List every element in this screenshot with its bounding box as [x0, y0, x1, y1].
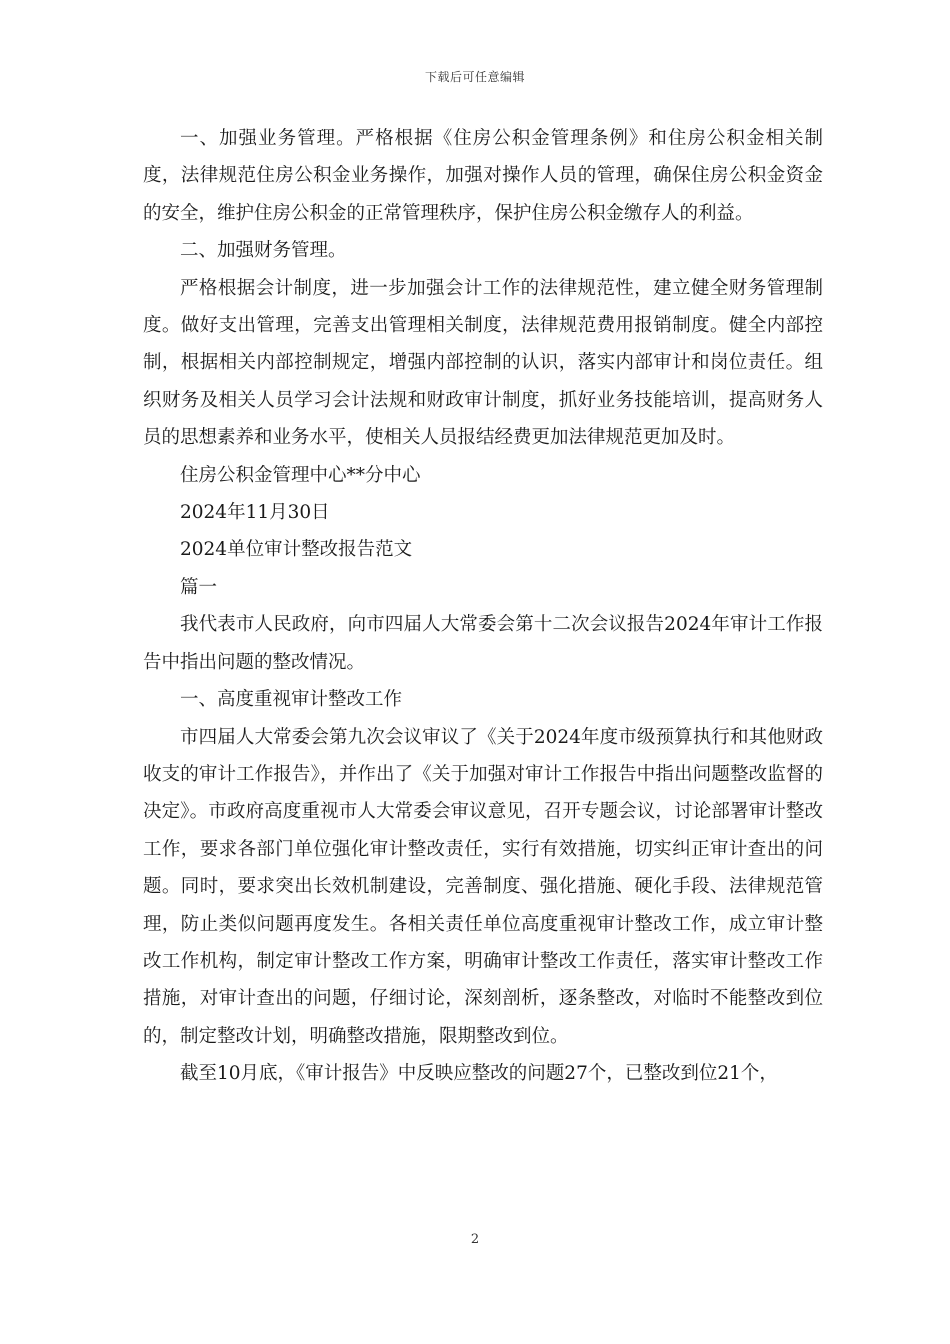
paragraph-status: 截至10月底，《审计报告》中反映应整改的问题27个，已整改到位21个，: [180, 1063, 778, 1085]
page-number: 2: [470, 1232, 480, 1247]
heading-audit-rectification: 一、高度重视审计整改工作: [180, 689, 403, 711]
page-header: 下载后可任意编辑: [424, 70, 525, 84]
paragraph-audit-rectification: 市四届人大常委会第九次会议审议了《关于2024年度市级预算执行和其他财政收支的审计工作报告》，并作出了《关于加强对审计工作报告中指出问题整改监督的决定》。市政府高度重视市人大常委会审议意见，召开专题会议，讨论部署审计整改工作，要求各部门单位强化审计整改责任，实行有效措施，切实纠正审计查出的问题。同时，要求突出长效机制建设，完善制度、强化措施、硬化手段、法律规范管理，防止类似问题再度发生。各相关责任单位高度重视审计整改工作，成立审计整改工作机构，制定审计整改工作方案，明确审计整改工作责任，落实审计整改工作措施，对审计查出的问题，仔细讨论，深刻剖析，逐条整改，对临时不能整改到位的，制定整改计划，明确整改措施，限期整改到位。: [143, 726, 823, 1047]
signature-date: 2024年11月30日: [180, 502, 330, 524]
section-subtitle: 篇一: [180, 576, 218, 598]
paragraph-intro: 我代表市人民政府，向市四届人大常委会第十二次会议报告2024年审计工作报告中指出问题的整改情况。: [143, 614, 823, 673]
signature-organization: 住房公积金管理中心**分中心: [180, 464, 421, 486]
heading-financial-management: 二、加强财务管理。: [180, 240, 347, 262]
section-title: 2024单位审计整改报告范文: [180, 539, 413, 561]
paragraph-business-management: 一、加强业务管理。严格根据《住房公积金管理条例》和住房公积金相关制度，法律规范住房公积金业务操作，加强对操作人员的管理，确保住房公积金资金的安全，维护住房公积金的正常管理秩序，保护住房公积金缴存人的利益。: [143, 128, 823, 224]
document-body: [143, 120, 823, 1093]
paragraph-financial-management: 严格根据会计制度，进一步加强会计工作的法律规范性，建立健全财务管理制度。做好支出管理，完善支出管理相关制度，法律规范费用报销制度。健全内部控制，根据相关内部控制规定，增强内部控制的认识，落实内部审计和岗位责任。组织财务及相关人员学习会计法规和财政审计制度，抓好业务技能培训，提高财务人员的思想素养和业务水平，使相关人员报结经费更加法律规范更加及时。: [143, 277, 823, 449]
